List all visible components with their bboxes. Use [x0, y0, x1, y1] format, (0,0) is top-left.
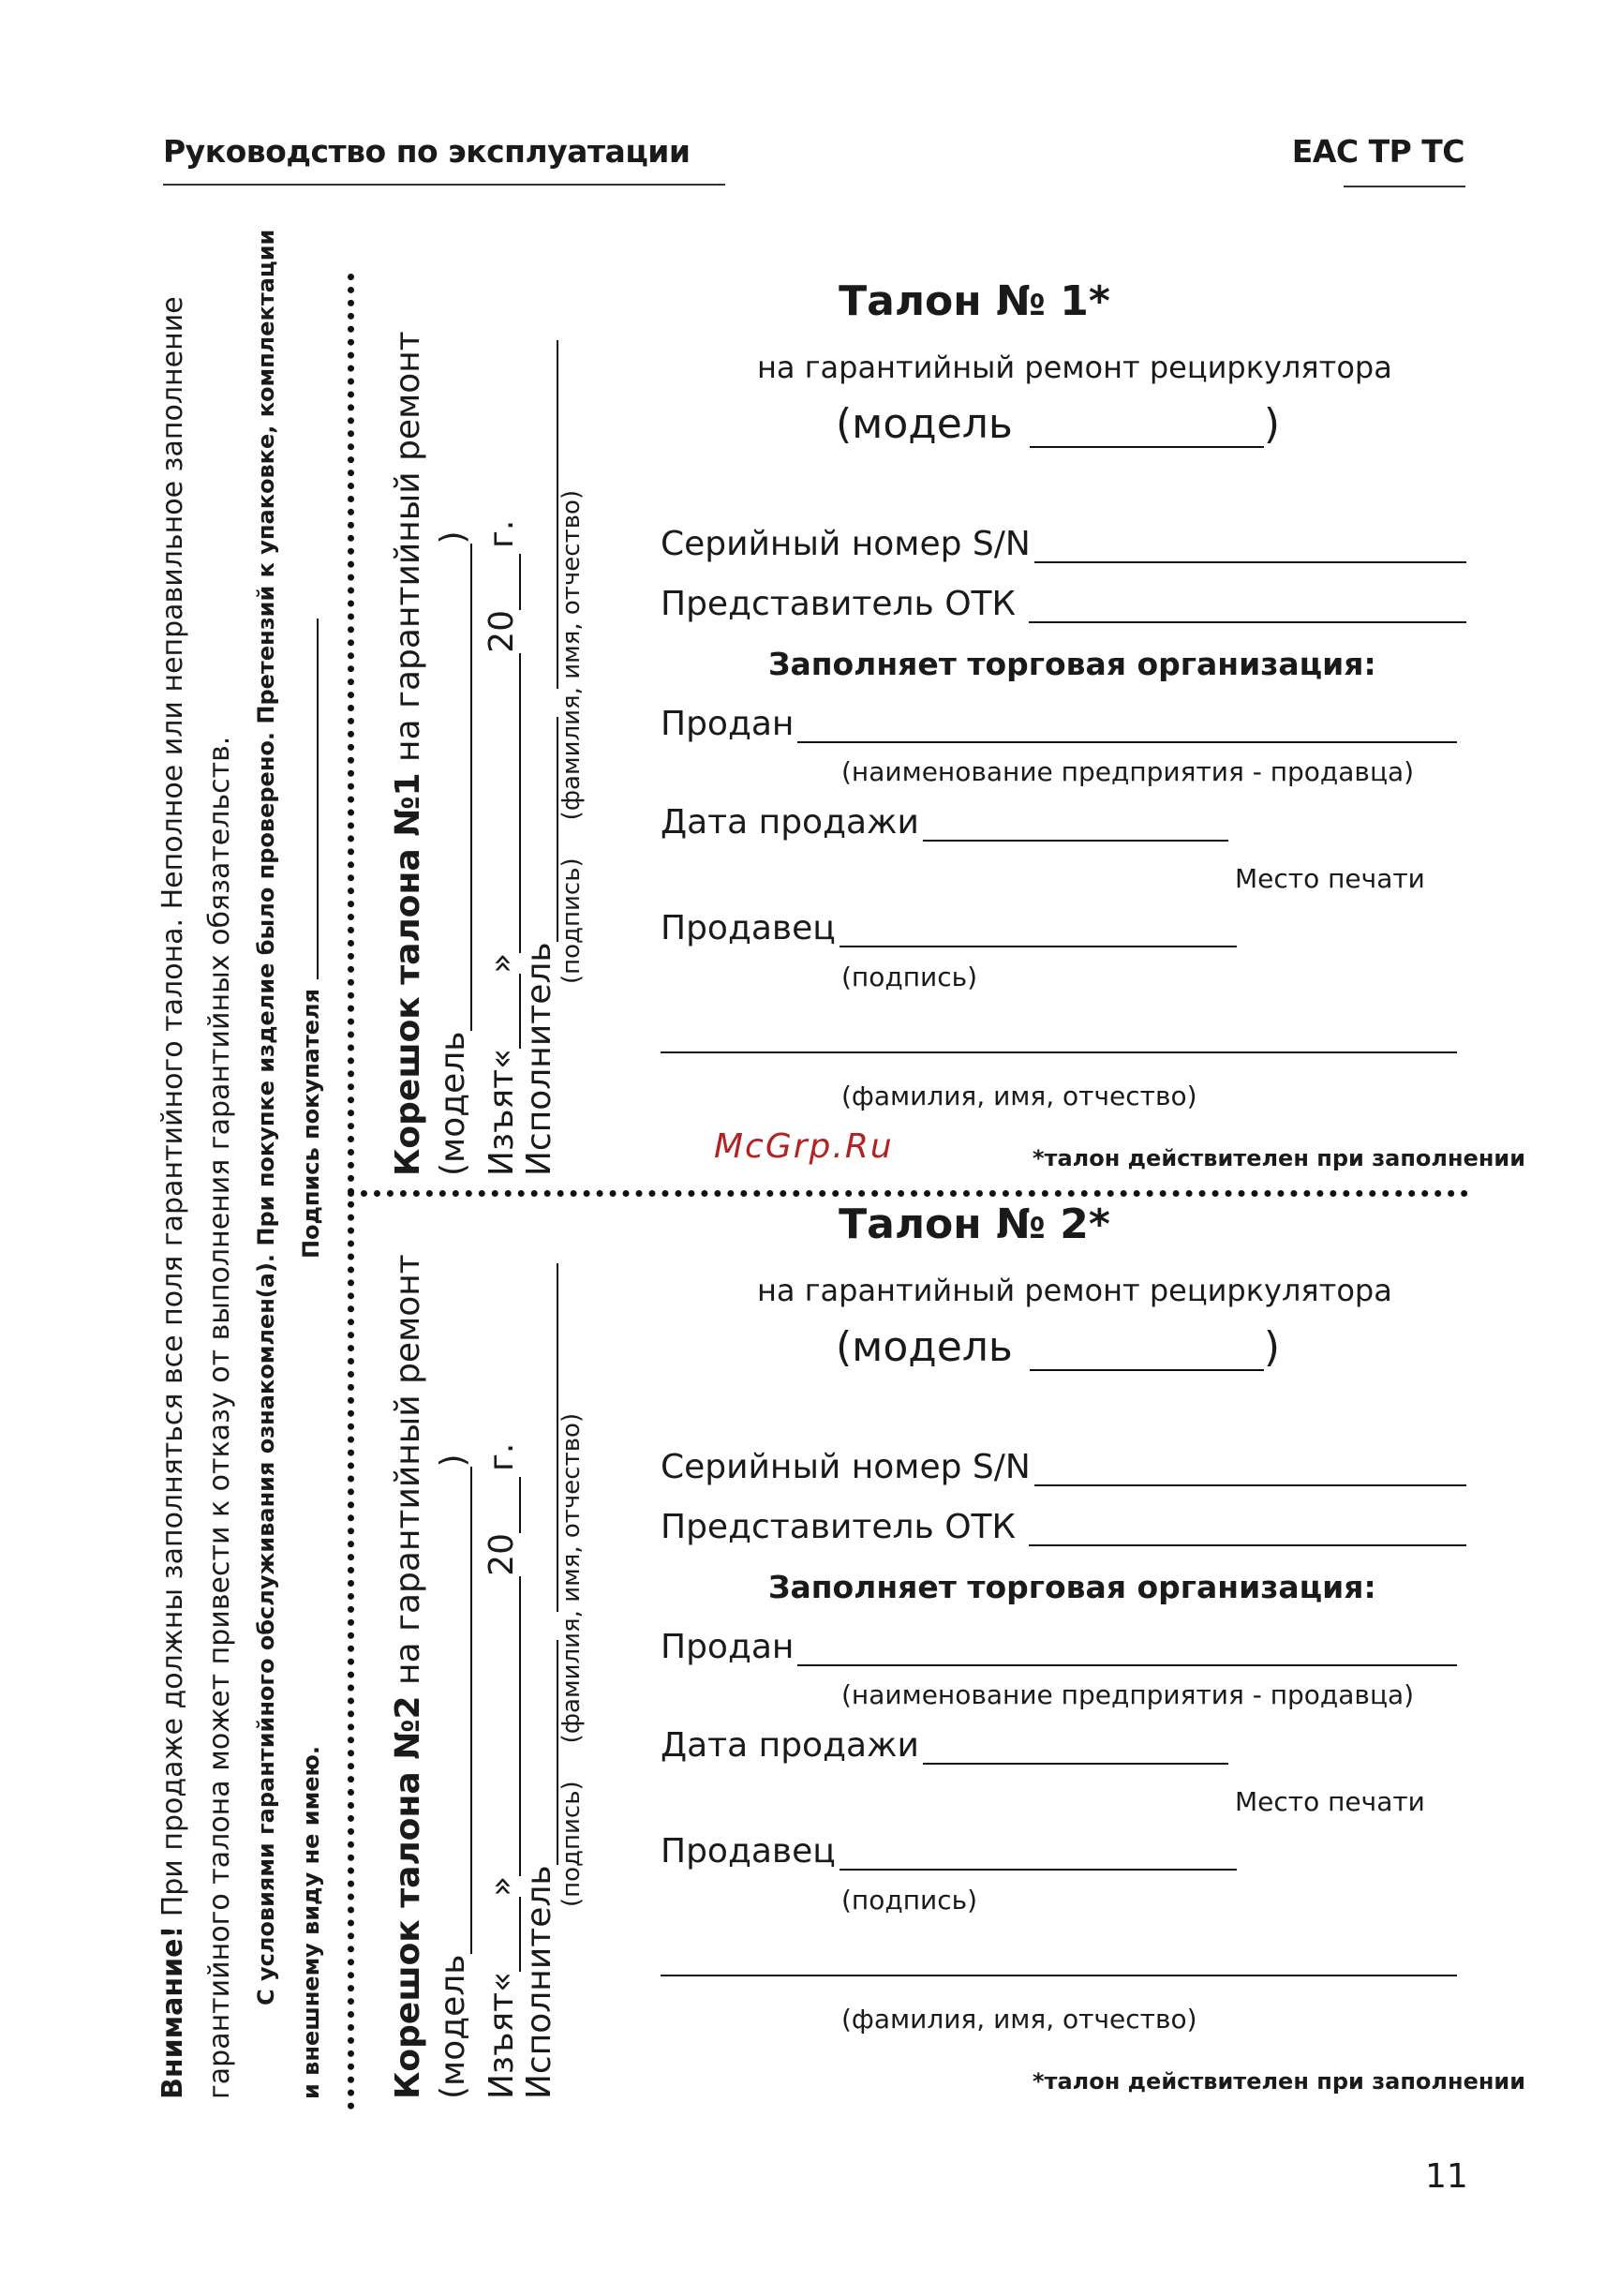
coupon-1-serial-field[interactable]	[1034, 529, 1466, 563]
coupon-2-title: Талон № 2*	[839, 1200, 1110, 1248]
coupon-2-serial-field[interactable]	[1034, 1453, 1466, 1486]
stub-2-month-field[interactable]	[491, 1576, 521, 1876]
header-title: Руководство по эксплуатации	[163, 133, 691, 170]
stub-2-year-field[interactable]	[491, 1477, 521, 1533]
buyer-signature-field[interactable]	[289, 619, 319, 979]
coupon-1-subtitle: на гарантийный ремонт рециркулятора	[757, 350, 1392, 385]
stub-1-model-field[interactable]	[442, 544, 472, 1032]
stub-1-executor-sign[interactable]	[528, 717, 558, 942]
stub-2-fio-caption: (фамилия, имя, отчество)	[557, 1412, 586, 1744]
coupon-2-seller-field[interactable]	[840, 1837, 1237, 1871]
coupon-2-fio-caption: (фамилия, имя, отчество)	[841, 2004, 1197, 2035]
coupon-1-otk-field[interactable]	[1029, 589, 1466, 623]
coupon-1-seller-caption: (подпись)	[841, 962, 978, 992]
stub-2-model-field[interactable]	[442, 1468, 472, 1955]
stub-2-model-row: (модель )	[434, 1454, 472, 2099]
coupon-2-seller-row: Продавец	[661, 1832, 1237, 1871]
coupon-1-sold-row: Продан	[661, 705, 1457, 743]
warning-label: Внимание!	[156, 1925, 189, 2099]
coupon-2-model-field[interactable]	[1030, 1332, 1264, 1371]
stub-2-day-field[interactable]	[491, 1897, 521, 1972]
stub-2-executor-row: Исполнитель	[521, 1209, 558, 2099]
coupon-2-date-field[interactable]	[923, 1731, 1228, 1765]
coupon-1-title: Талон № 1*	[839, 277, 1110, 325]
coupon-2-seller-caption: (подпись)	[841, 1885, 978, 1916]
coupon-1-subtitle-wrap	[693, 350, 1469, 385]
stub-1-executor-row: Исполнитель	[521, 286, 558, 1176]
stub-1-day-field[interactable]	[491, 974, 521, 1049]
coupon-1-otk-row: Представитель ОТК	[661, 585, 1466, 623]
buyer-signature-label: Подпись покупателя	[298, 988, 324, 1260]
warning-text-4: и внешнему виду не имею.	[298, 1746, 324, 2099]
coupon-1-sold-caption: (наименование предприятия - продавца)	[841, 756, 1415, 787]
coupon-2-otk-field[interactable]	[1029, 1513, 1466, 1546]
stub-2-title: Корешок талона №2 на гарантийный ремонт	[389, 1254, 427, 2099]
coupon-2-sold-row: Продан	[661, 1628, 1457, 1666]
coupon-1-serial-row: Серийный номер S/N	[661, 525, 1466, 563]
stub-1-taken-row: Изъят« » 20 г.	[483, 519, 521, 1176]
header-underline	[163, 184, 725, 186]
coupon-2-serial-row: Серийный номер S/N	[661, 1448, 1466, 1486]
coupon-1-fill-by: Заполняет торговая организация:	[768, 646, 1376, 682]
stub-1-executor-fio[interactable]	[528, 340, 558, 689]
watermark: McGrp.Ru	[714, 1127, 894, 1166]
coupon-1-sold-field[interactable]	[797, 709, 1457, 743]
coupon-2-otk-row: Представитель ОТК	[661, 1508, 1466, 1546]
coupon-1-model-field[interactable]	[1030, 409, 1264, 448]
stub-2-executor-fio[interactable]	[528, 1263, 558, 1612]
stub-1-model-row: (модель )	[434, 530, 472, 1176]
coupon-1-date-field[interactable]	[923, 808, 1228, 842]
warning-text-1: При продаже должны заполняться все поля гарантийного талона. Неполное или неправильное заполнение	[156, 296, 189, 1926]
coupon-2-fio-field[interactable]	[661, 1975, 1457, 1976]
coupon-1-fio-field[interactable]	[661, 1051, 1457, 1053]
coupon-1-seller-row: Продавец	[661, 909, 1237, 947]
coupon-2-sold-field[interactable]	[797, 1633, 1457, 1666]
coupon-2-date-row: Дата продажи	[661, 1726, 1228, 1765]
coupon-1-seller-field[interactable]	[840, 914, 1237, 947]
coupon-2-stamp-label: Место печати	[1235, 1786, 1425, 1817]
coupon-1-note: *талон действителен при заполнении	[1033, 1145, 1526, 1171]
stub-1-fio-caption: (фамилия, имя, отчество)	[557, 489, 586, 821]
coupon-2-note: *талон действителен при заполнении	[1033, 2068, 1526, 2095]
coupon-2-subtitle: на гарантийный ремонт рециркулятора	[757, 1273, 1392, 1308]
stub-2-sign-caption: (подпись)	[557, 1781, 586, 1907]
page-number: 11	[1425, 2157, 1468, 2196]
stub-2-executor-sign[interactable]	[528, 1640, 558, 1865]
stub-1-year-field[interactable]	[491, 554, 521, 610]
warning-text-2: гарантийного талона может привести к отказу от выполнения гарантийных обязательств.	[203, 736, 236, 2099]
coupon-2-model-row: (модель )	[836, 1323, 1280, 1371]
coupon-1-date-row: Дата продажи	[661, 803, 1228, 842]
stub-2	[390, 1209, 585, 2099]
warning-text-3: С условиями гарантийного обслуживания ознакомлен(а). При покупке изделие было проверено. Претензий к упаковке, комплектации	[253, 229, 279, 2005]
cut-line-horizontal	[348, 1190, 1468, 1197]
coupon-1-fio-caption: (фамилия, имя, отчество)	[841, 1081, 1197, 1111]
stub-1-sign-caption: (подпись)	[557, 857, 586, 984]
header-certification: ЕАС ТР ТС	[1291, 133, 1464, 170]
coupon-1-stamp-label: Место печати	[1235, 863, 1425, 894]
coupon-2-subtitle-wrap	[693, 1273, 1469, 1308]
stub-2-taken-row: Изъят« » 20 г.	[483, 1442, 521, 2099]
stub-1	[390, 286, 585, 1176]
warning-block	[150, 230, 334, 2099]
coupon-2-sold-caption: (наименование предприятия - продавца)	[841, 1679, 1415, 1710]
coupon-2-title-wrap	[618, 1200, 1330, 1248]
stub-1-month-field[interactable]	[491, 653, 521, 953]
stub-1-title: Корешок талона №1 на гарантийный ремонт	[389, 331, 427, 1176]
coupon-1-title-wrap	[618, 277, 1330, 325]
coupon-2-fill-by: Заполняет торговая организация:	[768, 1569, 1376, 1605]
header-right-underline	[1344, 186, 1465, 187]
coupon-1-model-row: (модель )	[836, 400, 1280, 448]
